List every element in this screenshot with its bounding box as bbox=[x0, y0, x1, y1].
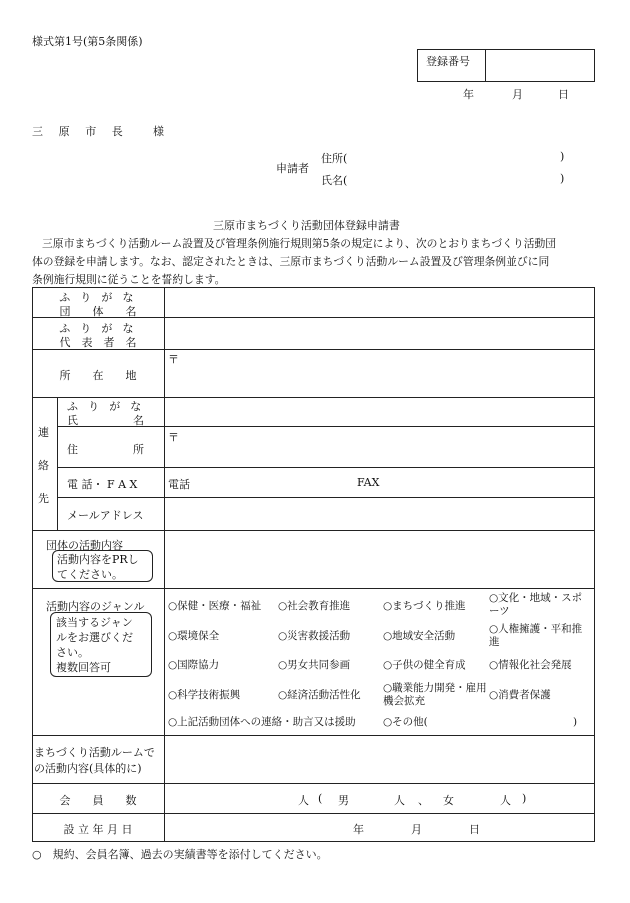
phone-field-label: 電話 bbox=[168, 478, 190, 491]
genre-option[interactable]: ○保健・医療・福祉 bbox=[168, 600, 262, 612]
genre-option[interactable]: ○環境保全 bbox=[168, 630, 220, 642]
applicant-address-label: 住所( bbox=[321, 152, 348, 165]
genre-option[interactable]: ○職業能力開発・雇用機会拡充 bbox=[383, 682, 487, 707]
contact-email-label: メールアドレス bbox=[67, 509, 144, 522]
intro-line-3: 条例施行規則に従うことを誓約します。 bbox=[32, 273, 226, 286]
fax-input[interactable] bbox=[385, 474, 585, 490]
genre-option[interactable]: ○経済活動活性化 bbox=[278, 689, 361, 701]
contact-divider bbox=[57, 397, 58, 530]
genre-note-4: 複数回答可 bbox=[56, 661, 111, 674]
room-activity-label-2: の活動内容(具体的に) bbox=[34, 762, 142, 775]
genre-option[interactable]: ○社会教育推進 bbox=[278, 600, 351, 612]
members-close: ) bbox=[522, 792, 527, 805]
contact-name-label: 氏 名 bbox=[67, 414, 144, 427]
members-male-unit: 人 bbox=[394, 794, 405, 807]
contact-address-label: 住 所 bbox=[67, 443, 144, 456]
applicant-name-close: ) bbox=[560, 172, 565, 185]
genre-option[interactable]: ○男女共同参画 bbox=[278, 659, 351, 671]
row-rule bbox=[32, 735, 594, 736]
activity-note-1: 活動内容をPRし bbox=[57, 553, 139, 566]
registration-label: 登録番号 bbox=[426, 55, 470, 68]
date-year: 年 bbox=[463, 88, 474, 101]
genre-option[interactable]: ○人権擁護・平和推進 bbox=[489, 623, 583, 648]
genre-option[interactable]: ○上記活動団体への連絡・助言又は援助 bbox=[168, 716, 356, 728]
registration-divider bbox=[485, 49, 486, 81]
genre-note-2: ルをお選びくだ bbox=[56, 631, 133, 644]
addressee-honorific: 様 bbox=[153, 125, 164, 138]
group-name-label: 団 体 名 bbox=[59, 305, 137, 318]
founded-label: 設 立 年 月 日 bbox=[63, 823, 133, 836]
genre-option[interactable]: ○子供の健全育成 bbox=[383, 659, 466, 671]
email-input[interactable] bbox=[168, 505, 588, 521]
phone-input[interactable] bbox=[196, 474, 346, 490]
row-rule bbox=[57, 467, 594, 468]
genre-option[interactable]: ○地域安全活動 bbox=[383, 630, 456, 642]
date-month: 月 bbox=[512, 88, 523, 101]
founded-day: 日 bbox=[469, 823, 480, 836]
document-title: 三原市まちづくり活動団体登録申請書 bbox=[213, 219, 400, 232]
location-postal-mark: 〒 bbox=[168, 353, 179, 366]
contact-phone-label: 電 話・ F A X bbox=[67, 478, 138, 491]
genre-note-3: さい。 bbox=[56, 646, 89, 659]
addressee-name: 三 原 市 長 bbox=[32, 125, 129, 138]
members-persons: 人 bbox=[298, 794, 309, 807]
genre-option-other[interactable]: ○その他( bbox=[383, 716, 428, 728]
row-rule bbox=[32, 588, 594, 589]
form-number: 様式第1号(第5条関係) bbox=[32, 35, 143, 48]
applicant-label: 申請者 bbox=[276, 162, 309, 175]
genre-option[interactable]: ○科学技術振興 bbox=[168, 689, 241, 701]
genre-option[interactable]: ○国際協力 bbox=[168, 659, 220, 671]
row-rule bbox=[57, 497, 594, 498]
contact-label-1: 連 bbox=[38, 426, 49, 439]
group-name-input[interactable] bbox=[168, 298, 588, 312]
genre-option[interactable]: ○災害救援活動 bbox=[278, 630, 351, 642]
genre-label: 活動内容のジャンル bbox=[46, 600, 145, 613]
members-open: ( bbox=[318, 792, 323, 805]
contact-address-input[interactable] bbox=[168, 444, 588, 462]
genre-option-other-close: ) bbox=[573, 716, 578, 728]
founded-year: 年 bbox=[353, 823, 364, 836]
genre-option[interactable]: ○消費者保護 bbox=[489, 689, 551, 701]
founded-month: 月 bbox=[411, 823, 422, 836]
contact-name-input[interactable] bbox=[168, 406, 588, 420]
date-day: 日 bbox=[558, 88, 569, 101]
location-label: 所 在 地 bbox=[59, 369, 137, 382]
group-furigana-label: ふ り が な bbox=[59, 291, 137, 304]
location-input[interactable] bbox=[168, 366, 588, 386]
members-female: 女 bbox=[443, 794, 454, 807]
contact-label-3: 先 bbox=[38, 492, 49, 505]
activity-input[interactable] bbox=[168, 536, 588, 582]
genre-option[interactable]: ○まちづくり推進 bbox=[383, 600, 466, 612]
contact-postal-mark: 〒 bbox=[168, 431, 179, 444]
members-male: 男 bbox=[338, 794, 349, 807]
rep-name-label: 代 表 者 名 bbox=[59, 336, 137, 349]
row-rule bbox=[32, 783, 594, 784]
intro-line-2: 体の登録を申請します。なお、認定されたときは、三原市まちづくり活動ルーム設置及び管理条例並びに同 bbox=[32, 255, 550, 268]
rep-furigana-label: ふ り が な bbox=[59, 322, 137, 335]
genre-note-1: 該当するジャン bbox=[56, 616, 133, 629]
activity-note-2: てください。 bbox=[57, 568, 123, 581]
members-female-unit: 人 bbox=[500, 794, 511, 807]
applicant-address-close: ) bbox=[560, 150, 565, 163]
table-column-divider bbox=[164, 287, 165, 841]
contact-furigana-label: ふ り が な bbox=[67, 400, 145, 413]
room-activity-input[interactable] bbox=[168, 741, 588, 777]
contact-label-2: 絡 bbox=[38, 459, 49, 472]
rep-name-input[interactable] bbox=[168, 328, 588, 342]
row-rule bbox=[32, 530, 594, 531]
room-activity-label-1: まちづくり活動ルームで bbox=[34, 746, 155, 759]
members-label: 会 員 数 bbox=[59, 794, 137, 807]
intro-line-1: 三原市まちづくり活動ルーム設置及び管理条例施行規則第5条の規定により、次のとおりまちづくり活動団 bbox=[42, 237, 557, 250]
fax-field-label: FAX bbox=[357, 476, 380, 489]
row-rule bbox=[32, 813, 594, 814]
footnote: ○ 規約、会員名簿、過去の実績書等を添付してください。 bbox=[32, 848, 328, 861]
applicant-name-label: 氏名( bbox=[321, 174, 348, 187]
activity-label: 団体の活動内容 bbox=[46, 539, 123, 552]
genre-option[interactable]: ○情報化社会発展 bbox=[489, 659, 572, 671]
genre-option[interactable]: ○文化・地域・スポーツ bbox=[489, 592, 583, 617]
members-sep: 、 bbox=[418, 794, 429, 807]
